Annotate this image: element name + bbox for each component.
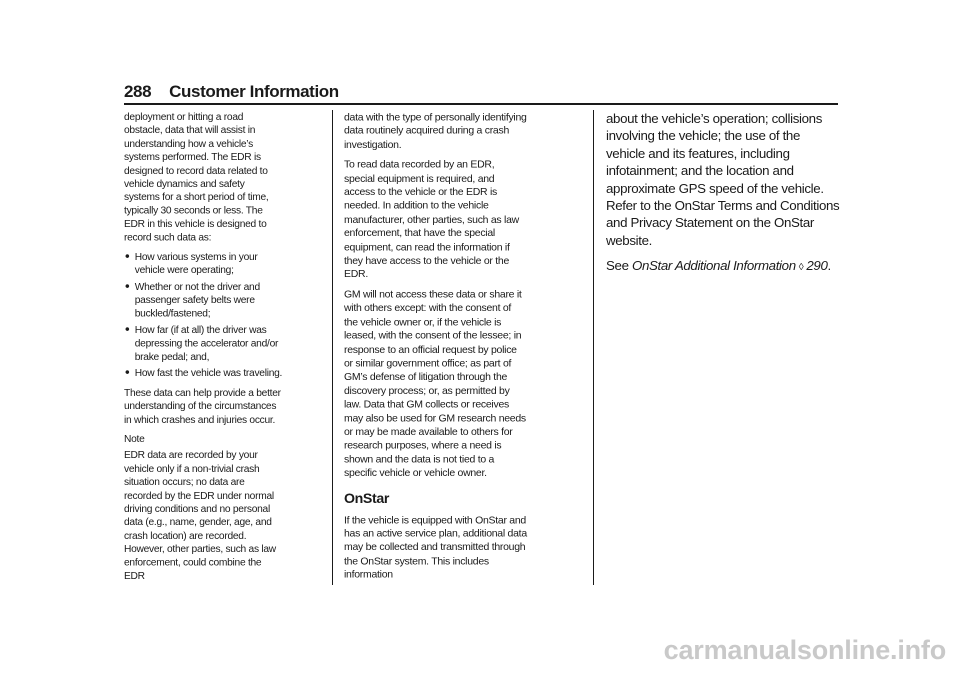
page-reference-icon: ◊ bbox=[798, 262, 804, 274]
column-middle bbox=[344, 110, 527, 588]
list-item-text: How far (if at all) the driver was depressing the accelerator and/or brake pedal; and, bbox=[134, 323, 279, 362]
column-divider bbox=[593, 110, 594, 585]
see-reference bbox=[606, 257, 842, 276]
xref-link-title[interactable]: OnStar Additional Information bbox=[631, 258, 796, 274]
paragraph: data with the type of personally identifying data routinely acquired during a crash investigation. bbox=[344, 110, 527, 151]
list-item-text: How fast the vehicle was traveling. bbox=[134, 366, 283, 379]
note-label: Note bbox=[124, 432, 145, 445]
bullet-icon: ● bbox=[124, 251, 130, 261]
list-item-text: How various systems in your vehicle were operating; bbox=[134, 250, 258, 276]
page-section-title: Customer Information bbox=[169, 82, 339, 101]
note-text: EDR data are recorded by your vehicle only if a non-trivial crash situation occurs; no data are recorded by the EDR under normal driving conditions and no personal data (e.g., name, gender, age, and crash location) are recorded. However, other parties, such as law enforcement, could combine the EDR bbox=[124, 449, 276, 582]
edr-data-list bbox=[124, 250, 282, 380]
list-item bbox=[124, 366, 282, 379]
page-number: 288 bbox=[124, 82, 152, 101]
edr-understanding-paragraph: These data can help provide a better understanding of the circumstances in which crashes and injuries occur. bbox=[124, 386, 281, 425]
column-right bbox=[606, 110, 842, 285]
paragraph: If the vehicle is equipped with OnStar and has an active service plan, additional data may be collected and transmitted through the OnStar system. This includes information bbox=[344, 513, 527, 581]
xref-page-number[interactable]: 290 bbox=[806, 258, 828, 274]
watermark: carmanualsonline.info bbox=[663, 635, 946, 665]
bullet-icon: ● bbox=[124, 281, 130, 291]
paragraph: To read data recorded by an EDR, special equipment is required, and access to the vehicle or the EDR is needed. In addition to the vehicle manufacturer, other parties, such as law enforcement, that have the special equipment, can read the information if they have access to the vehicle or the EDR. bbox=[344, 158, 519, 280]
bullet-icon: ● bbox=[124, 324, 130, 334]
list-item bbox=[124, 250, 282, 277]
column-divider bbox=[332, 110, 333, 585]
see-prefix: See bbox=[606, 258, 629, 274]
header-rule bbox=[124, 103, 838, 105]
see-suffix: . bbox=[827, 258, 831, 274]
paragraph: about the vehicle’s operation; collisions involving the vehicle; the use of the vehicle and its features, including infotainment; and the location and approximate GPS speed of the vehicle. Refer to the OnStar Terms and Conditions and Privacy Statement on the OnStar website. bbox=[606, 111, 840, 248]
paragraph: GM will not access these data or share it with others except: with the consent of the vehicle owner or, if the vehicle is leased, with the consent of the lessee; in response to an official request by police or similar government office; as part of GM’s defense of litigation through the discovery process; or, as permitted by law. Data that GM collects or receives may also be used for GM research needs or may be made available to others for research purposes, where a need is shown and the data is not tied to a specific vehicle or vehicle owner. bbox=[344, 288, 526, 479]
list-item-text: Whether or not the driver and passenger safety belts were buckled/fastened; bbox=[134, 280, 260, 319]
section-heading-onstar: OnStar bbox=[344, 489, 389, 506]
bullet-icon: ● bbox=[124, 367, 130, 377]
column-left bbox=[124, 110, 282, 588]
list-item bbox=[124, 323, 282, 363]
list-item bbox=[124, 280, 282, 320]
edr-intro-paragraph: deployment or hitting a road obstacle, data that will assist in understanding how a vehicle’s systems performed. The EDR is designed to record data related to vehicle dynamics and safety systems for a short period of time, typically 30 seconds or less. The EDR in this vehicle is designed to record such data as: bbox=[124, 110, 269, 243]
